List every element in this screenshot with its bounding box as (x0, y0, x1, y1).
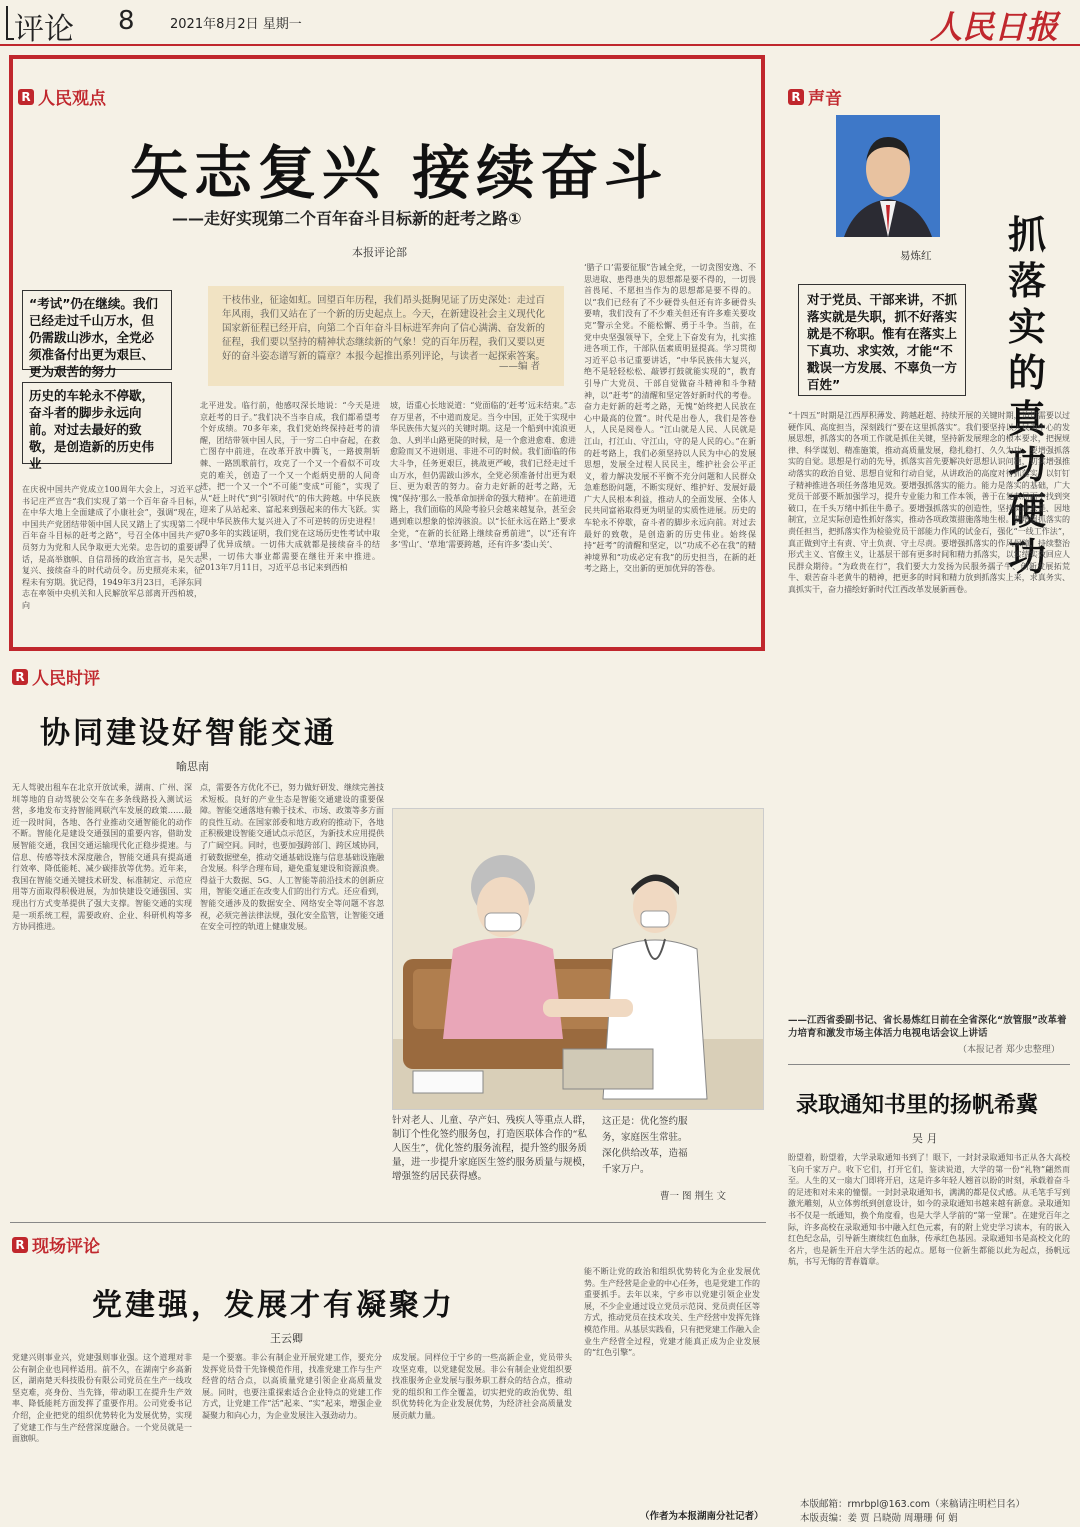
column-mark-icon: R (18, 89, 34, 105)
editor-sign: ——编 者 (498, 361, 540, 372)
illustration-credit: 曹一 图 荆生 文 (660, 1191, 727, 1202)
onsite-column-4: 能不断让党的政治和组织优势转化为企业发展优势。生产经营是企业的中心任务，也是党建工作的重要抓手。去年以来，宁乡市以党建引领企业发展，不少企业通过设立党员示范岗、党员责任区等方式，推动党员在技术攻关、生产经营中发挥先锋模范作用。从基层实践看，只有把党建工作融入企业生产经营全过程，党建才能真正成为企业发展的“红色引擎”。 (584, 1267, 760, 1358)
commentary-column-1: 无人驾驶出租车在北京开放试乘，湖南、广州、深圳等地的自动驾驶公交车在多条线路投入测试运营，多地发布支持智能网联汽车发展的政策……最近一段时间，各地、各行业推动交通智能化的动作不断。智能化是建设交通强国的重要内容，借助发展智能交通，我国交通运输现代化正稳步提速。与信息、传感等技术深度融合，智能交通具有提高通行效率、降低能耗、减少碳排放等优势。近年来，我国在智能交通关键技术研发、标准制定、示范应用等方面取得积极进展，为加快建设交通强国、实现出行方式变革提供了强大支撑。智能交通的实现是一项系统工程，需要政府、企业、科研机构等多方协同推进。 (12, 783, 192, 932)
speaker-name: 易炼红 (900, 250, 932, 262)
section-name: 评论 (14, 12, 74, 47)
column-mark-icon: R (12, 1237, 28, 1253)
onsite-title: 党建强，发展才有凝聚力 (92, 1288, 455, 1323)
editor-note: 干枝伟业，征途如虹。回望百年历程，我们昂头挺胸见证了历史深处：走过百年风雨，我们又站在了一个新的历史起点上。今天，在新建设社会主义现代化国家新征程已经开启，向第二个百年奋斗目标进军奔向了信心满满、奋发新的征程，我们要以坚持的精神状态继续新的气象！党的百年历程，我们又要以更好的奋斗姿态谱写新的篇章？本报今起推出系列评论，与读者一起探索答案。 (222, 295, 546, 362)
commentary-tag (12, 664, 100, 689)
lead-subtitle: ——走好实现第二个百年奋斗目标新的赶考之路① (172, 209, 522, 228)
letter-body: 盼望着，盼望着，大学录取通知书到了！眼下，一封封录取通知书正从各大高校飞向千家万户。收下它们，打开它们，鉴读说道，大学的第一份“礼物”翩然而至。人生的又一扇大门即将开启，这是许多年轻人翘首以盼的时刻，承载着奋斗的足迹和对未来的憧憬。一封封录取通知书，满满的都是仪式感。从毛笔手写到激光雕刻，从立体剪纸到创意设计，如今的录取通知书越来越有新意。录取通知书不仅是一纸通知，换个角度看，也是大学人学前的“第一堂课”。在建党百年之际，许多高校在录取通知书中融入红色元素，有的附上党史学习读本，有的嵌入红色纪念品，引导新生赓续红色血脉，传承红色基因。录取通知书是高校文化的名片，也是新生开启大学生活的起点。愿每一位新生都能以此为起点，扬帆远航，书写无悔的青春篇章。 (788, 1153, 1070, 1267)
voice-quote-box (798, 284, 966, 396)
onsite-tag-label: 现场评论 (32, 1237, 100, 1257)
speaker-photo (836, 115, 940, 237)
illustration-caption: 针对老人、儿童、孕产妇、残疾人等重点人群，制订个性化签约服务包，打造医联体合作的“私人医生”，优化签约服务流程，提升签约服务质量，进一步提升家庭医生签约服务质量与规模，增强签约居民获得感。 (392, 1115, 592, 1182)
doctor-visit-illustration (392, 808, 764, 1110)
commentary-tag-label: 人民时评 (32, 669, 100, 689)
divider (788, 1064, 1070, 1065)
commentary-column-2: 点，需要各方优化不已，努力做好研发、继续完善技术短板。良好的产业生态是智能交通建设的重要保障。智能交通落地有赖于技术、市场、政策等多方面的良性互动。在国家部委和地方政府的推动下，各地正积极建设智能交通试点示范区，为新技术应用提供了广阔空间。同时，也要加强跨部门、跨区域协同，打破数据壁垒，推动交通基础设施与信息基础设施融合发展。科学合理布局，避免重复建设和资源浪费。得益于大数据、5G、人工智能等前沿技术的创新应用，智能交通正在改变人们的出行方式。还应看到，智能交通涉及的数据安全、网络安全等问题不容忽视，必须完善法律法规，强化安全监管，让智能交通在安全可控的轨道上健康发展。 (200, 783, 384, 932)
portrait-image (836, 115, 940, 237)
divider (10, 1222, 766, 1223)
page-number: 8 (118, 6, 135, 36)
lead-tag-label: 人民观点 (38, 89, 106, 109)
masthead-bracket (6, 6, 14, 40)
onsite-column-3: 成发展。同样位于宁乡的一些高新企业，党员带头攻坚克难，以党建促发展。非公有制企业党组织要找准服务企业发展与服务职工群众的结合点，推动党的组织和工作全覆盖，切实把党的政治优势、组织优势转化为企业发展优势，为经济社会高质量发展贡献力量。 (392, 1353, 572, 1420)
commentary-author: 喻思南 (176, 760, 209, 773)
letter-title: 录取通知书里的扬帆希冀 (796, 1093, 1039, 1118)
onsite-column-2: 是一个要塞。非公有制企业开展党建工作，要充分发挥党员骨干先锋模范作用，找准党建工作与生产经营的结合点，以高质量党建引领企业高质量发展。同时，也要注重探索适合企业特点的党建工作方式，让党建工作“活”起来、“实”起来，增强企业凝聚力和向心力，为企业发展注入强劲动力。 (202, 1353, 382, 1420)
newspaper-logo: 人民日报 (930, 8, 1059, 46)
lead-title: 矢志复兴 接续奋斗 (130, 139, 669, 207)
voice-quote: 对于党员、干部来讲，不抓落实就是失职，抓不好落实就是不称职。惟有在落实上下真功、求实效，才能“不戳误一方发展、不辜负一方百姓” (807, 292, 958, 392)
voice-body: “十四五”时期是江西厚积薄发、跨越赶超、持续开展的关键时期，迫切需要以过硬作风、高度担当，深刻践行“要在这里抓落实”。我们要坚持以人民为中心的发展思想，抓落实的各项工作就是抓住关键，坚持新发展理念的根本要求，把握规律、科学谋划、精准施策，推动高质量发展，稳扎稳打、久久为功。要增强抓落实的自觉。思想是行动的先导，抓落实首先要解决好思想认识问题，切实增强推动落实的政治自觉、思想自觉和行动自觉，从讲政治的高度对待抓落实，以钉钉子精神推进各项任务落地见效。要增强抓落实的能力。能力是落实的基础，广大党员干部要不断加强学习，提升专业能力和工作本领，善于在复杂局面中找到突破口，在千头万绪中抓住牛鼻子。要增强抓落实的创造性，坚持实事求是、因地制宜，立足实际创造性抓好落实，推动各项政策措施落地生根。要增强抓落实的责任担当，把抓落实作为检验党员干部能力作风的试金石，强化“一线工作法”，真正做到守土有责、守土负责、守土尽责。要增强抓落实的作风保障，持续整治形式主义、官僚主义，让基层干部有更多时间和精力抓落实，以实绩实效回应人民群众期待。“为政贵在行”，我们要大力发扬为民服务孺子牛、创新发展拓荒牛、艰苦奋斗老黄牛的精神，把更多的时间和精力放到抓落实上来，求真务实、真抓实干，奋力描绘好新时代江西改革发展新画卷。 (788, 411, 1070, 594)
onsite-source: （作者为本报湖南分社记者） (640, 1511, 764, 1522)
voice-tag-label: 声音 (808, 89, 842, 109)
lead-tag (18, 84, 106, 109)
lead-quote-box-2 (22, 382, 172, 471)
lead-column-2: 北平进发。临行前，他感叹深长地说：“今天是进京赶考的日子。”我们决不当李自成，我们都希望考个好成绩。70多年来，我们党始终保持赶考的清醒，团结带领中国人民，于一穷二白中奋起，在救亡图存中前进，在改革开放中腾飞，一路披荆斩棘、一路凯歌前行，攻克了一个又一个看似不可攻克的难关，创造了一个又一个彪炳史册的人间奇迹，把一个又一个“不可能”变成“可能”，实现了从“赶上时代”到“引领时代”的伟大跨越。中华民族迎来了从站起来、富起来到强起来的伟大飞跃。实现中华民族伟大复兴进入了不可逆转的历史进程！70多年的实践证明，我们党在这场历史性考试中取得了优异成绩。一切伟大成就都是接续奋斗的结果，一切伟大事业都需要在继往开来中推进。2013年7月11日，习近平总书记来到西柏 (200, 401, 380, 573)
masthead (0, 0, 1080, 46)
onsite-column-1: 党建兴则事业兴，党建强则事业强。这个道理对非公有制企业也同样适用。前不久，在湖南宁乡高新区，湖南楚天科技股份有限公司党员在生产一线攻坚克难，亮身份、当先锋，带动职工在提升生产效率、降低能耗方面发挥了重要作用。公司党委书记介绍，企业把党的组织优势转化为发展优势，实现了党建工作与生产经营深度融合。一个党员就是一面旗帜。 (12, 1353, 192, 1444)
column-mark-icon: R (788, 89, 804, 105)
editor-note-box (208, 286, 564, 386)
letter-author: 吴 月 (912, 1132, 938, 1145)
lead-quote-2: 历史的车轮永不停歇，奋斗者的脚步永远向前。对过去最好的致敬，是创造新的历史伟业 (29, 388, 155, 471)
illustration-image (393, 809, 763, 1109)
footer-mail: 本版邮箱：rmrbpl@163.com（来稿请注明栏目名） (800, 1499, 1026, 1510)
issue-date: 2021年8月2日 星期一 (170, 17, 302, 32)
commentary-title: 协同建设好智能交通 (40, 716, 337, 751)
voice-tag (788, 84, 842, 109)
lead-byline: 本报评论部 (352, 246, 407, 259)
onsite-author: 王云卿 (270, 1332, 303, 1345)
lead-quote-1: “考试”仍在继续。我们已经走过千山万水，但仍需跋山涉水，全党必须准备付出更为艰巨、更为艰苦的努力 (29, 296, 158, 379)
voice-editor: （本报记者 郑少忠整理） (958, 1045, 1060, 1055)
column-mark-icon: R (12, 669, 28, 685)
illustration-verse: 这正是：优化签约服务，家庭医生常驻。深化供给改革，造福千家万户。 (602, 1116, 688, 1175)
lead-quote-box-1 (22, 290, 172, 379)
lead-column-4: ‘腊子口’需要征服”告诫全党，一切贪图安逸、不思进取、患得患失的思想都是要不得的，一切畏首畏尾、不愿担当作为的思想都是要不得的。以“我们已经有了不少硬骨头但还有许多硬骨头要啃，我们没有了不少难关但还有许多难关要攻克”警示全党。不能松懈、勇于斗争。当前，在党中央坚强领导下，全党上下奋发有为，扎实推进各项工作，干部队伍素质明显提高。学习贯彻习近平总书记重要讲话，“中华民族伟大复兴，绝不是轻轻松松、敲锣打鼓就能实现的”，教育引导广大党员、干部自觉做奋斗精神和斗争精神，以“赶考”的清醒和坚定答好新时代的考卷。奋力走好新的赶考之路，无愧“始终把人民放在心中最高的位置”。时代是出卷人，我们是答卷人，人民是阅卷人。“江山就是人民、人民就是江山，打江山、守江山，守的是人民的心。”在新的赶考路上，我们必须坚持以人民为中心的发展思想，发展全过程人民民主，维护社会公平正义，着力解决发展不平衡不充分问题和人民群众急难愁盼问题，不断实现好、维护好、发展好最广大人民根本利益，推动人的全面发展、全体人民共同富裕取得更为明显的实质性进展。历史的车轮永不停歇，奋斗者的脚步永远向前。对过去最好的致敬，是创造新的历史伟业。始终保持“赶考”的清醒和坚定，以“功成不必在我”的精神境界和“功成必定有我”的历史担当，在新的赶考之路上，交出新的更加优异的答卷。 (584, 263, 756, 574)
lead-column-3: 坡，语重心长地说道：“党面临的‘赶考’远未结束。”志存万里者，不中道而废足。当今中国，正处于实现中华民族伟大复兴的关键时期。这是一个船到中流浪更急、人到半山路更陡的时候，是一个愈进愈难、愈进愈险而又不进则退、非进不可的时候。我们面临的伟大斗争，任务更艰巨，挑战更严峻，我们已经走过千山万水，但仍需跋山涉水，全党必须准备付出更为艰巨、更为艰苦的努力。奋力走好新的赶考之路，无愧“保持‘那么一股革命加拼命的强大精神’。在前进道路上，我们面临的风险考验只会越来越复杂，甚至会遇到难以想象的惊涛骇浪。以“长征永远在路上”要求全党，“在新的长征路上继续奋勇前进”，以“还有许多‘雪山’、‘草地’需要跨越，还有许多‘娄山关’、 (390, 401, 576, 550)
footer-editor: 本版责编：姜 贾 吕晓勋 周珊珊 何 娟 (800, 1513, 958, 1524)
voice-vertical-title: 抓落实的真功硬功 (1007, 213, 1046, 579)
voice-source: ——江西省委副书记、省长易炼红日前在全省深化“放管服”改革着力培育和激发市场主体活力电视电话会议上讲话 (788, 1015, 1067, 1039)
lead-column-1: 在庆祝中国共产党成立100周年大会上，习近平总书记庄严宣告“我们实现了第一个百年奋斗目标，在中华大地上全面建成了小康社会”，强调“现在，中国共产党团结带领中国人民又踏上了实现第二个百年奋斗目标的赶考之路”，号召全体中国共产党员努力为党和人民争取更大光荣。忠告切的重要讲话，是高举旗帜、自信昂扬的政治宣言书，是矢志复兴、接续奋斗的时代动员令。历史照亮未来，征程未有穷期。犹记得，1949年3月23日，毛泽东同志在率领中央机关和人民解放军总部离开西柏坡，向 (22, 485, 202, 610)
onsite-tag (12, 1232, 100, 1257)
